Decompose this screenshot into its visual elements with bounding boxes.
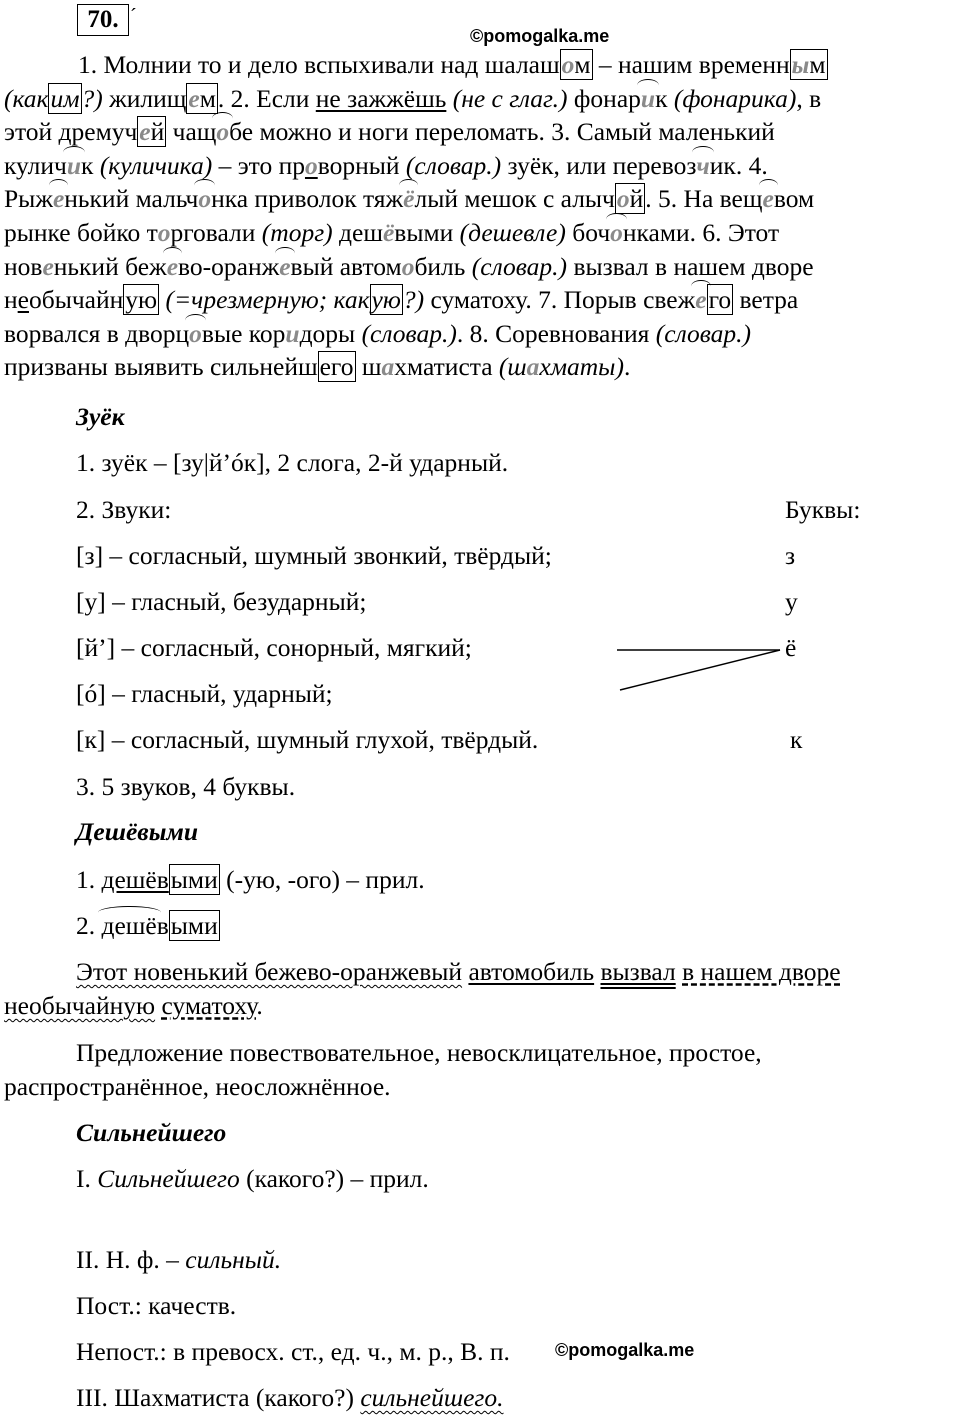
sentence-attribute: необычайную (4, 991, 156, 1020)
desh-line-1-num: 1. (76, 865, 102, 894)
zuek-sound-row: [у] – гласный, безударный; (76, 587, 367, 616)
desh-line-2-ending: ыми (170, 911, 218, 940)
silnei-part-2 (76, 1243, 281, 1277)
zuek-syllables: 1. зуёк – [зу|й’óк], 2 слога, 2-й ударный. (76, 448, 509, 477)
passage-line-6: рынке бойко торговали (торг) дешёвыми (дешевле) бочонками. 6. Этот (4, 217, 780, 247)
zuek-letter: у (785, 587, 798, 616)
silnei-part-2-label: II. Н. ф. – (76, 1245, 186, 1274)
silnei-part-1-rest: (какого?) – прил. (239, 1164, 429, 1193)
zuek-sounds-label: 2. Звуки: (76, 495, 172, 524)
desh-stem: дешёв (101, 865, 169, 894)
zuek-sound-row: [ó] – гласный, ударный; (76, 679, 333, 708)
desh-heading: Дешёвыми (76, 817, 199, 846)
sentence-adverbial: в нашем дворе (682, 957, 841, 986)
passage-line-3: этой дремучей чащобе можно и ноги переломать. 3. Самый маленький (4, 117, 775, 147)
zuek-count: 3. 5 звуков, 4 буквы. (76, 772, 296, 801)
sentence-predicate: вызвал (600, 957, 676, 986)
desh-line-2 (76, 909, 220, 943)
passage-line-9: ворвался в дворцовые коридоры (словар.). 8. Соревнования (словар.) (4, 318, 752, 348)
zuek-sound-row: [й’] – согласный, сонорный, мягкий; (76, 633, 472, 662)
sound-letter-connector (600, 640, 790, 700)
passage-line-2: (каким?) жилищем. 2. Если не зажжёшь (не с глаг.) фонарик (фонарика), в (4, 83, 822, 113)
zuek-heading: Зуёк (76, 402, 125, 431)
zuek-letters-label: Буквы: (785, 495, 861, 524)
zuek-sound-row: [к] – согласный, шумный глухой, твёрдый. (76, 725, 539, 754)
silnei-part-3 (76, 1381, 503, 1415)
passage-line-8: необычайную (=чрезмерную; какую?) суматоху. 7. Порыв свежего ветра (4, 285, 799, 315)
silnei-constant: Пост.: качеств. (76, 1291, 237, 1320)
silnei-part-1-num: I. (76, 1164, 98, 1193)
silnei-variable: Непост.: в превосх. ст., ед. ч., м. р., В. п. (76, 1337, 510, 1366)
sentence-line-1 (76, 955, 841, 989)
zuek-letter: к (790, 725, 803, 754)
sentence-analysis-2: распространённое, неосложнённое. (4, 1072, 391, 1101)
silnei-part-3-label: III. Шахматиста (какого?) (76, 1383, 361, 1412)
desh-line-1-rest: (-ую, -ого) – прил. (219, 865, 425, 894)
desh-ending: ыми (170, 865, 218, 894)
silnei-part-1 (76, 1162, 429, 1196)
silnei-part-3-word: сильнейшего. (360, 1383, 504, 1412)
sentence-analysis-1: Предложение повествовательное, невосклицательное, простое, (76, 1038, 762, 1067)
zuek-sound-row: [з] – согласный, шумный звонкий, твёрдый; (76, 541, 552, 570)
zuek-letter: з (785, 541, 796, 570)
desh-suffix: в (156, 911, 169, 940)
silnei-initial-form: сильный. (185, 1245, 282, 1274)
passage-line-5: Рыженький мальчонка приволок тяжёлый мешок с алычой. 5. На вещевом (4, 184, 815, 214)
silnei-heading: Сильнейшего (76, 1118, 227, 1147)
sentence-line-2: необычайную суматоху. (4, 991, 263, 1020)
desh-root: дешё (101, 911, 157, 940)
zuek-letter: ё (785, 633, 797, 662)
sentence-subject: автомобиль (468, 957, 595, 986)
exercise-tick-mark: ´ (130, 5, 137, 27)
watermark-top: ©pomogalka.me (470, 26, 610, 46)
passage-line-4: куличик (куличика) – это проворный (словар.) зуёк, или перевозчик. 4. (4, 150, 768, 180)
sentence-object: суматоху (161, 991, 257, 1020)
desh-line-2-num: 2. (76, 911, 102, 940)
passage-line-1: 1. Молнии то и дело вспыхивали над шалашом – нашим временным (78, 50, 826, 79)
silnei-word: Сильнейшего (97, 1164, 240, 1193)
passage-line-10: призваны выявить сильнейшего шахматиста (шахматы). (4, 352, 631, 382)
watermark-bottom: ©pomogalka.me (555, 1340, 695, 1360)
sentence-words-wavy: Этот новенький бежево-оранжевый (76, 957, 463, 986)
exercise-passage (4, 48, 958, 384)
passage-line-7: новенький бежево-оранжевый автомобиль (словар.) вызвал в нашем дворе (4, 251, 814, 281)
connector-line-bottom (620, 650, 780, 690)
desh-line-1 (76, 863, 425, 897)
exercise-number: 70. (77, 4, 129, 36)
